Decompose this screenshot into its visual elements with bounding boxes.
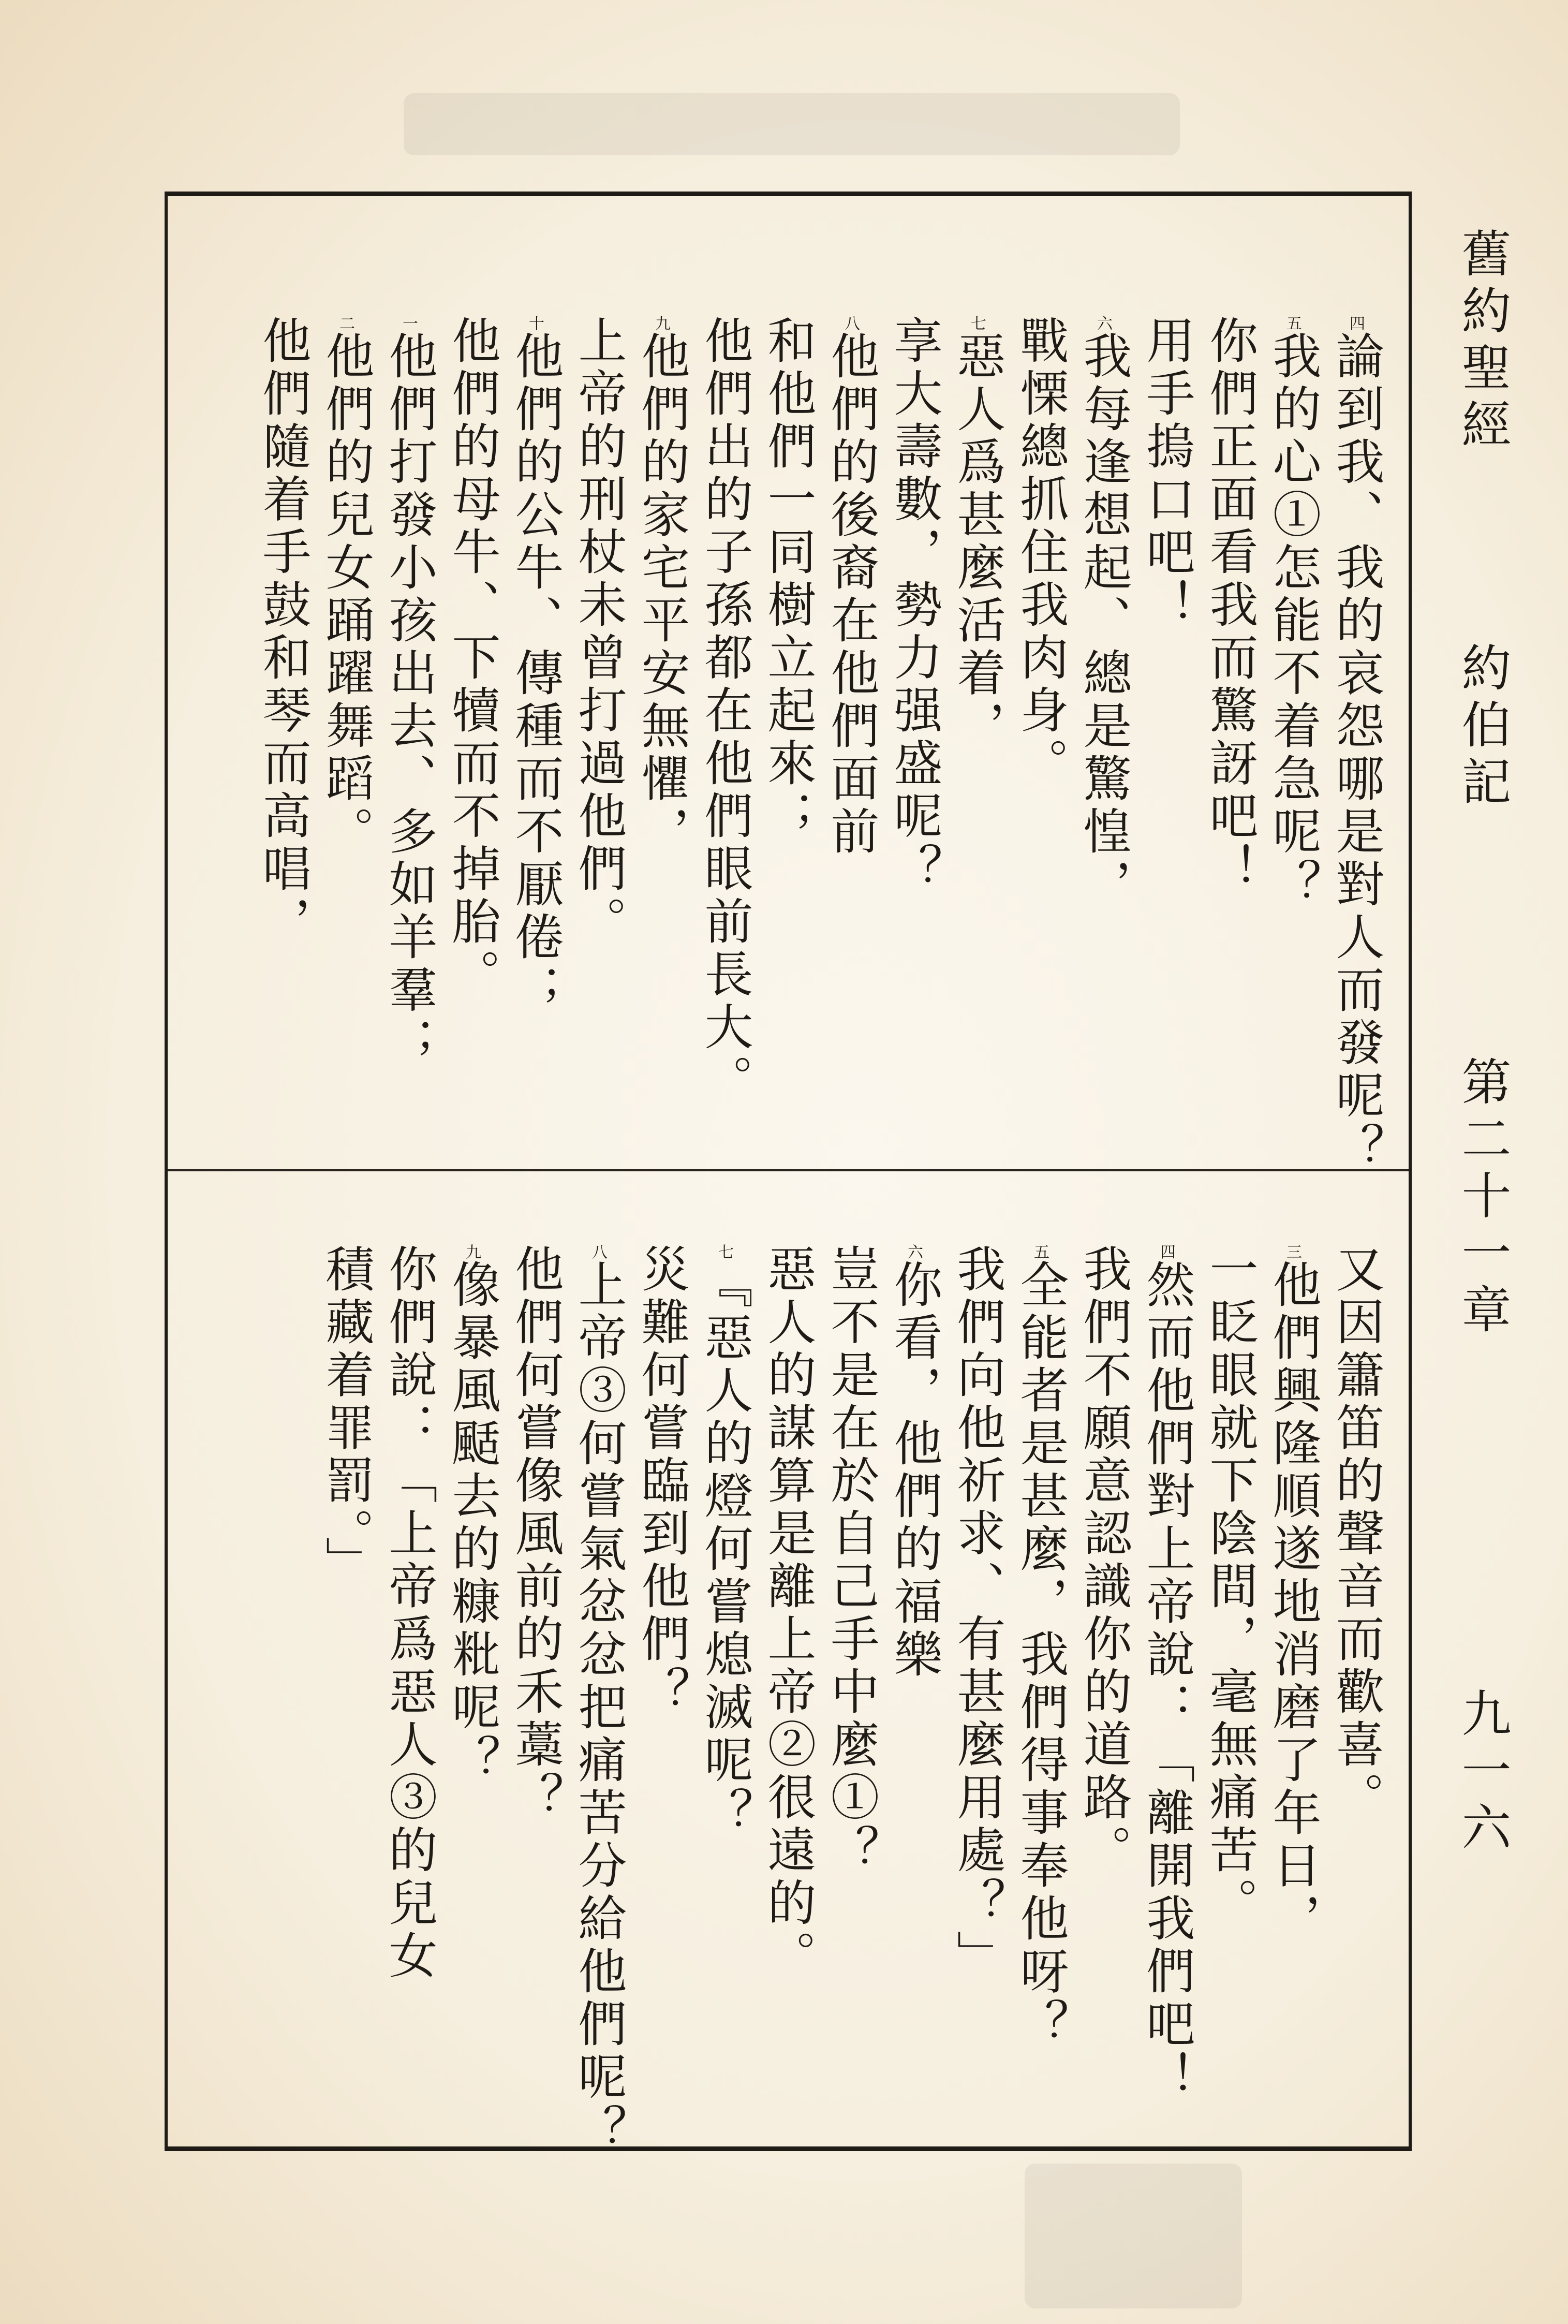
verse-line-column (1201, 1244, 1258, 1930)
running-header-book-title: 舊約聖經 (1454, 228, 1512, 455)
verse-text: 上帝③何嘗氣忿忿把痛苦分給他們呢？ (570, 1259, 626, 2157)
verse-text: 他們的公牛、傳種而不厭倦； (507, 331, 563, 1017)
running-header-book-name: 約伯記 (1454, 642, 1512, 813)
verse-line-column (632, 315, 689, 859)
verse-line-column (506, 315, 563, 1017)
verse-line-column (1327, 315, 1384, 1175)
upper-text-block (168, 196, 1409, 1175)
verse-text: 我們向他祈求、有甚麼用處？」 (949, 1244, 1005, 1983)
verse-line-column (1264, 1244, 1321, 1946)
verse-number: 三 (1283, 1244, 1301, 1259)
verse-line-column (696, 315, 752, 1107)
verse-line-column (380, 315, 437, 1070)
verse-text: 他們打發小孩出去、多如羊羣； (380, 331, 437, 1070)
verse-text: 一眨眼就下陰間，毫無痛苦。 (1201, 1244, 1258, 1930)
verse-text: 和他們一同樹立起來； (759, 315, 816, 843)
verse-number: 七 (715, 1244, 733, 1259)
verse-line-column (822, 1244, 879, 1877)
verse-text: 我們不願意認識你的道路。 (1075, 1244, 1131, 1877)
verse-text: 他們隨着手鼓和琴而高唱， (254, 315, 310, 949)
verse-line-column (380, 1244, 437, 1983)
verse-number: 八 (841, 315, 860, 331)
verse-line-column (1137, 315, 1194, 632)
bleed-through-shadow (1025, 2164, 1242, 2308)
verse-text: 享大壽數，勢力强盛呢？ (885, 315, 942, 896)
verse-line-column (1201, 315, 1258, 896)
verse-text: 他們的家宅平安無懼， (633, 331, 689, 859)
running-header-chapter: 第二十一章 (1454, 1056, 1512, 1341)
verse-number: 七 (968, 315, 986, 331)
verse-text: 論到我、我的哀怨哪是對人而發呢？ (1327, 331, 1384, 1175)
verse-text: 他們何嘗像風前的禾藁？ (507, 1244, 563, 1825)
verse-text: 惡人的謀算是離上帝②很遠的。 (759, 1244, 816, 1983)
verse-line-column (885, 315, 942, 896)
verse-number: 四 (1347, 315, 1365, 331)
verse-text: 他們的兒女踊躍舞蹈。 (317, 331, 374, 859)
verse-text: 積藏着罪罰。」 (317, 1244, 374, 1589)
verse-line-column (759, 1244, 816, 1983)
verse-line-column (569, 315, 626, 949)
verse-text: 『惡人的燈何嘗熄滅呢？ (696, 1259, 752, 1840)
verse-text: 然而他們對上帝說：「離開我們吧！ (1138, 1259, 1194, 2104)
verse-text: 像暴風颳去的糠粃呢？ (443, 1259, 500, 1787)
verse-number: 六 (905, 1244, 923, 1259)
verse-text: 他們興隆順遂地消磨了年日， (1264, 1259, 1321, 1946)
verse-line-column (1011, 315, 1068, 790)
bleed-through-shadow (404, 93, 1180, 155)
verse-text: 又因簫笛的聲音而歡喜。 (1327, 1244, 1384, 1825)
verse-line-column (1327, 1244, 1384, 1825)
verse-number: 六 (1094, 315, 1112, 331)
verse-line-column (948, 315, 1005, 753)
verse-number: 一 (400, 315, 418, 331)
verse-line-column (1011, 1244, 1068, 2051)
verse-text: 他們出的子孫都在他們眼前長大。 (696, 315, 752, 1107)
verse-line-column (822, 315, 879, 859)
verse-text: 上帝的刑杖未曾打過他們。 (570, 315, 626, 949)
verse-line-column (1264, 315, 1321, 911)
verse-line-column (443, 315, 500, 1002)
verse-text: 豈不是在於自己手中麼①？ (822, 1244, 879, 1877)
verse-text: 惡人爲甚麼活着， (949, 331, 1005, 753)
verse-line-column (317, 315, 374, 859)
verse-line-column (1074, 315, 1131, 911)
verse-line-column (1137, 1244, 1194, 2104)
verse-text: 全能者是甚麼，我們得事奉他呀？ (1012, 1259, 1068, 2051)
verse-line-column (885, 1244, 942, 1682)
verse-text: 他們的後裔在他們面前 (822, 331, 879, 859)
verse-line-column (948, 1244, 1005, 1983)
verse-number: 五 (1283, 315, 1301, 331)
verse-line-column (1074, 1244, 1131, 1877)
verse-number: 八 (589, 1244, 607, 1259)
verse-line-column (317, 1244, 374, 1589)
verse-line-column (759, 315, 816, 843)
verse-number: 十 (526, 315, 544, 331)
lower-text-block (168, 1171, 1409, 2157)
verse-number: 九 (463, 1244, 481, 1259)
verse-line-column (254, 315, 310, 949)
verse-text: 他們的母牛、下犢而不掉胎。 (443, 315, 500, 1002)
verse-line-column (506, 1244, 563, 1825)
verse-text: 我每逢想起、總是驚惶， (1075, 331, 1131, 911)
text-frame (165, 192, 1412, 2157)
verse-text: 你們正面看我而驚訝吧！ (1201, 315, 1258, 896)
verse-line-column (443, 1244, 500, 1787)
page-number: 九一六 (1454, 1687, 1512, 1858)
verse-text: 你看，他們的福樂 (885, 1259, 942, 1682)
verse-line-column (569, 1244, 626, 2157)
verse-number: 九 (652, 315, 670, 331)
verse-text: 災難何嘗臨到他們？ (633, 1244, 689, 1719)
verse-text: 你們說：「上帝爲惡人③的兒女 (380, 1244, 437, 1983)
verse-text: 戰慄總抓住我肉身。 (1012, 315, 1068, 790)
verse-line-column (632, 1244, 689, 1719)
verse-line-column (696, 1244, 752, 1840)
verse-number: 五 (1031, 1244, 1049, 1259)
verse-number: 四 (1157, 1244, 1175, 1259)
verse-text: 用手摀口吧！ (1138, 315, 1194, 632)
verse-number: 二 (336, 315, 354, 331)
verse-text: 我的心①怎能不着急呢？ (1264, 331, 1321, 911)
